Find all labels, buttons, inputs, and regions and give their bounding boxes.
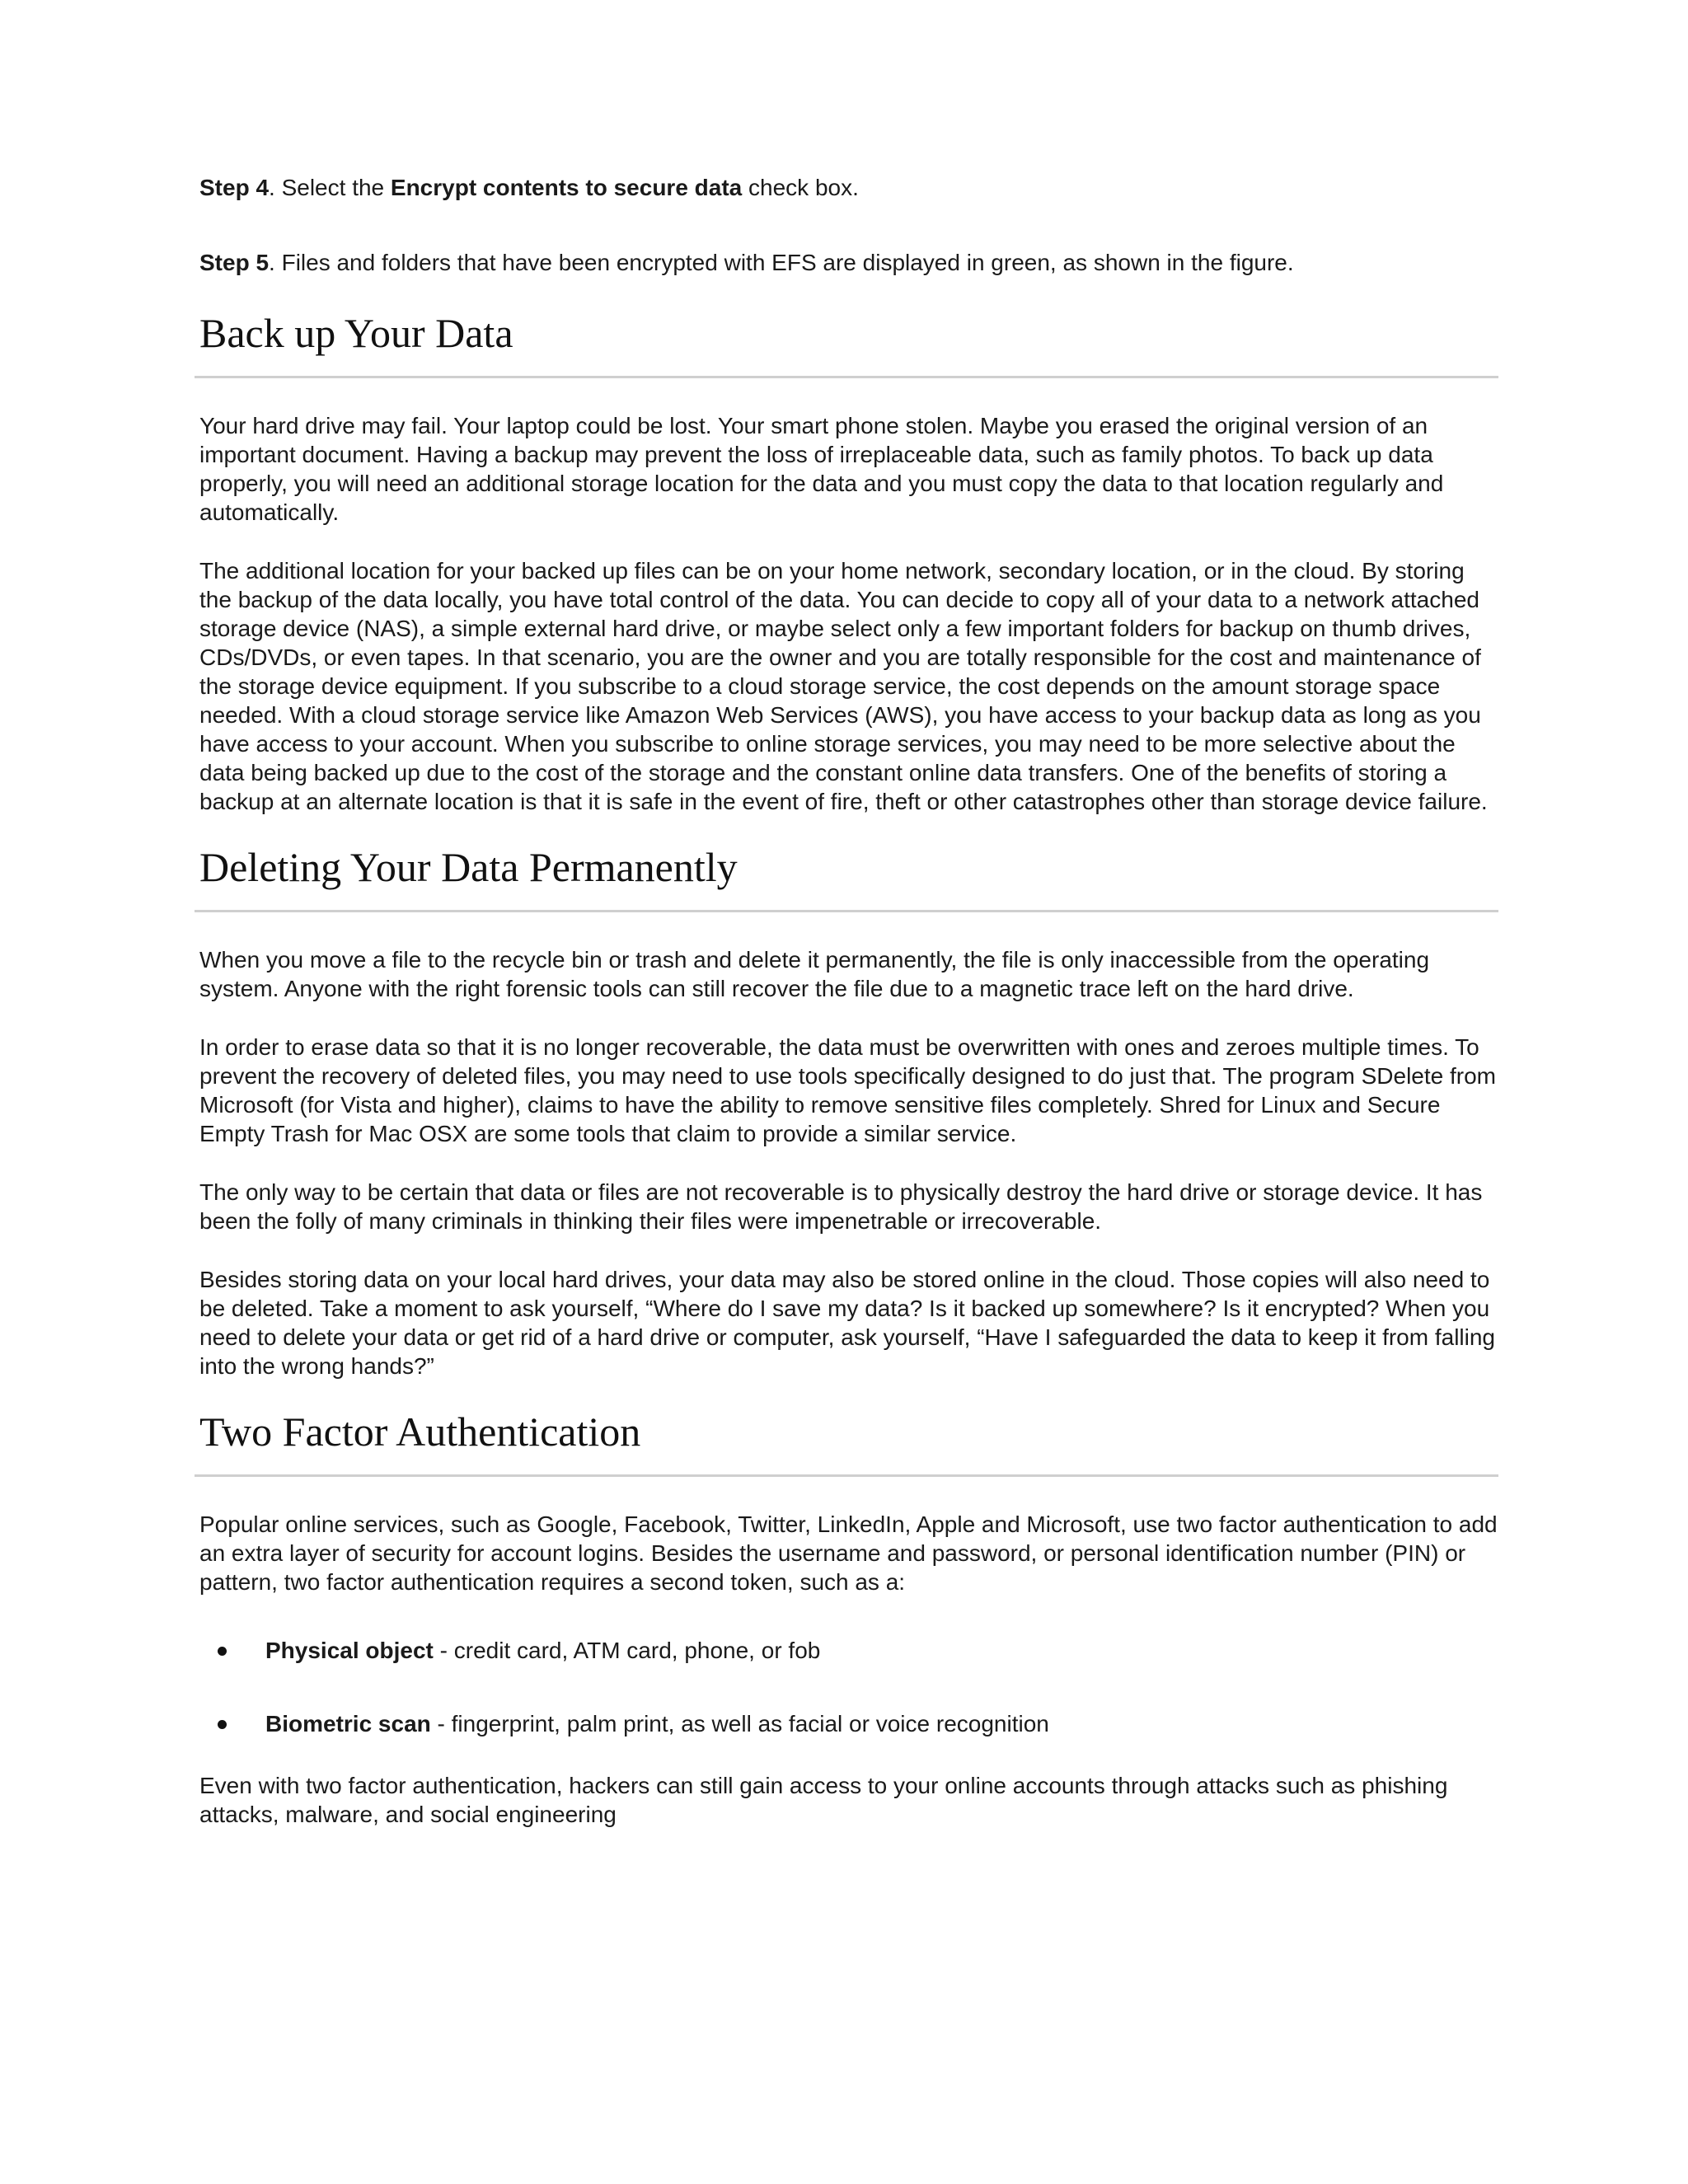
list-item: [199, 1636, 1502, 1665]
paragraph: In order to erase data so that it is no longer recoverable, the data must be overwritten with ones and zeroes multiple times. To prevent the recovery of deleted files, you may need to use tools specifically designed to do just that. The program SDelete from Microsoft (for Vista and higher), claims to have the ability to remove sensitive files completely. Shred for Linux and Secure Empty Trash for Mac OSX are some tools that claim to provide a similar service.: [199, 1034, 1497, 1146]
list-item: [199, 1709, 1502, 1738]
paragraph: When you move a file to the recycle bin or trash and delete it permanently, the file is only inaccessible from the operating system. Anyone with the right forensic tools can still recover the file due to a magnetic trace left on the hard drive.: [199, 947, 1430, 1001]
section-heading: Deleting Your Data Permanently: [199, 844, 738, 890]
section-deleting: [199, 842, 1502, 1380]
step-text: . Files and folders that have been encrypted with EFS are displayed in green, as shown in the figure.: [269, 250, 1294, 275]
paragraph: Popular online services, such as Google, Facebook, Twitter, LinkedIn, Apple and Microsoft, use two factor authentication to add an extra layer of security for account logins. Besides the username and password, or personal identification number (PIN) or pattern, two factor authentication requires a second token, such as a:: [199, 1511, 1498, 1595]
step-text: check box.: [742, 175, 859, 200]
section-heading: Back up Your Data: [199, 310, 513, 356]
step-text: . Select the: [269, 175, 391, 200]
bullet-list: [199, 1636, 1502, 1738]
list-item-term: Biometric scan: [265, 1711, 431, 1736]
step-4: [199, 173, 1502, 202]
section-backup: [199, 308, 1502, 816]
step-label: Step 5: [199, 250, 270, 275]
paragraph: Even with two factor authentication, hackers can still gain access to your online accounts through attacks such as phishing attacks, malware, and social engineering: [199, 1773, 1448, 1827]
paragraph: The additional location for your backed up files can be on your home network, secondary location, or in the cloud. By storing the backup of the data locally, you have total control of the data. You can decide to copy all of your data to a network attached storage device (NAS), a simple external hard drive, or maybe select only a few important folders for backup on thumb drives, CDs/DVDs, or even tapes. In that scenario, you are the owner and you are totally responsible for the cost and maintenance of the storage device equipment. If you subscribe to a cloud storage service, the cost depends on the amount storage space needed. With a cloud storage service like Amazon Web Services (AWS), you have access to your backup data as long as you have access to your account. When you subscribe to online storage services, you may need to be more selective about the data being backed up due to the cost of the storage and the constant online data transfers. One of the benefits of storing a backup at an alternate location is that it is safe in the event of fire, theft or other catastrophes other than storage device failure.: [199, 558, 1488, 814]
section-heading: Two Factor Authentication: [199, 1408, 641, 1455]
section-divider: [195, 1474, 1498, 1477]
bullet-icon: [218, 1720, 227, 1729]
document-page: [199, 173, 1502, 1858]
step-label: Step 4: [199, 175, 270, 200]
step-5: [199, 248, 1502, 277]
paragraph: The only way to be certain that data or files are not recoverable is to physically destroy the hard drive or storage device. It has been the folly of many criminals in thinking their files were impenetrable or irrecoverable.: [199, 1179, 1483, 1234]
bullet-icon: [218, 1647, 227, 1656]
step-emphasis: Encrypt contents to secure data: [390, 175, 743, 200]
section-divider: [195, 376, 1498, 378]
section-two-factor: [199, 1407, 1502, 1829]
paragraph: Besides storing data on your local hard drives, your data may also be stored online in the cloud. Those copies will also need to be deleted. Take a moment to ask yourself, “Where do I save my data? Is it backed up somewhere? Is it encrypted? When you need to delete your data or get rid of a hard drive or computer, ask yourself, “Have I safeguarded the data to keep it from falling into the wrong hands?”: [199, 1267, 1496, 1379]
list-item-text: - credit card, ATM card, phone, or fob: [433, 1638, 821, 1663]
section-divider: [195, 910, 1498, 912]
paragraph: Your hard drive may fail. Your laptop could be lost. Your smart phone stolen. Maybe you erased the original version of an important document. Having a backup may prevent the loss of irreplaceable data, such as family photos. To back up data properly, you will need an additional storage location for the data and you must copy the data to that location regularly and automatically.: [199, 413, 1444, 525]
list-item-term: Physical object: [265, 1638, 434, 1663]
list-item-text: - fingerprint, palm print, as well as facial or voice recognition: [430, 1711, 1049, 1736]
